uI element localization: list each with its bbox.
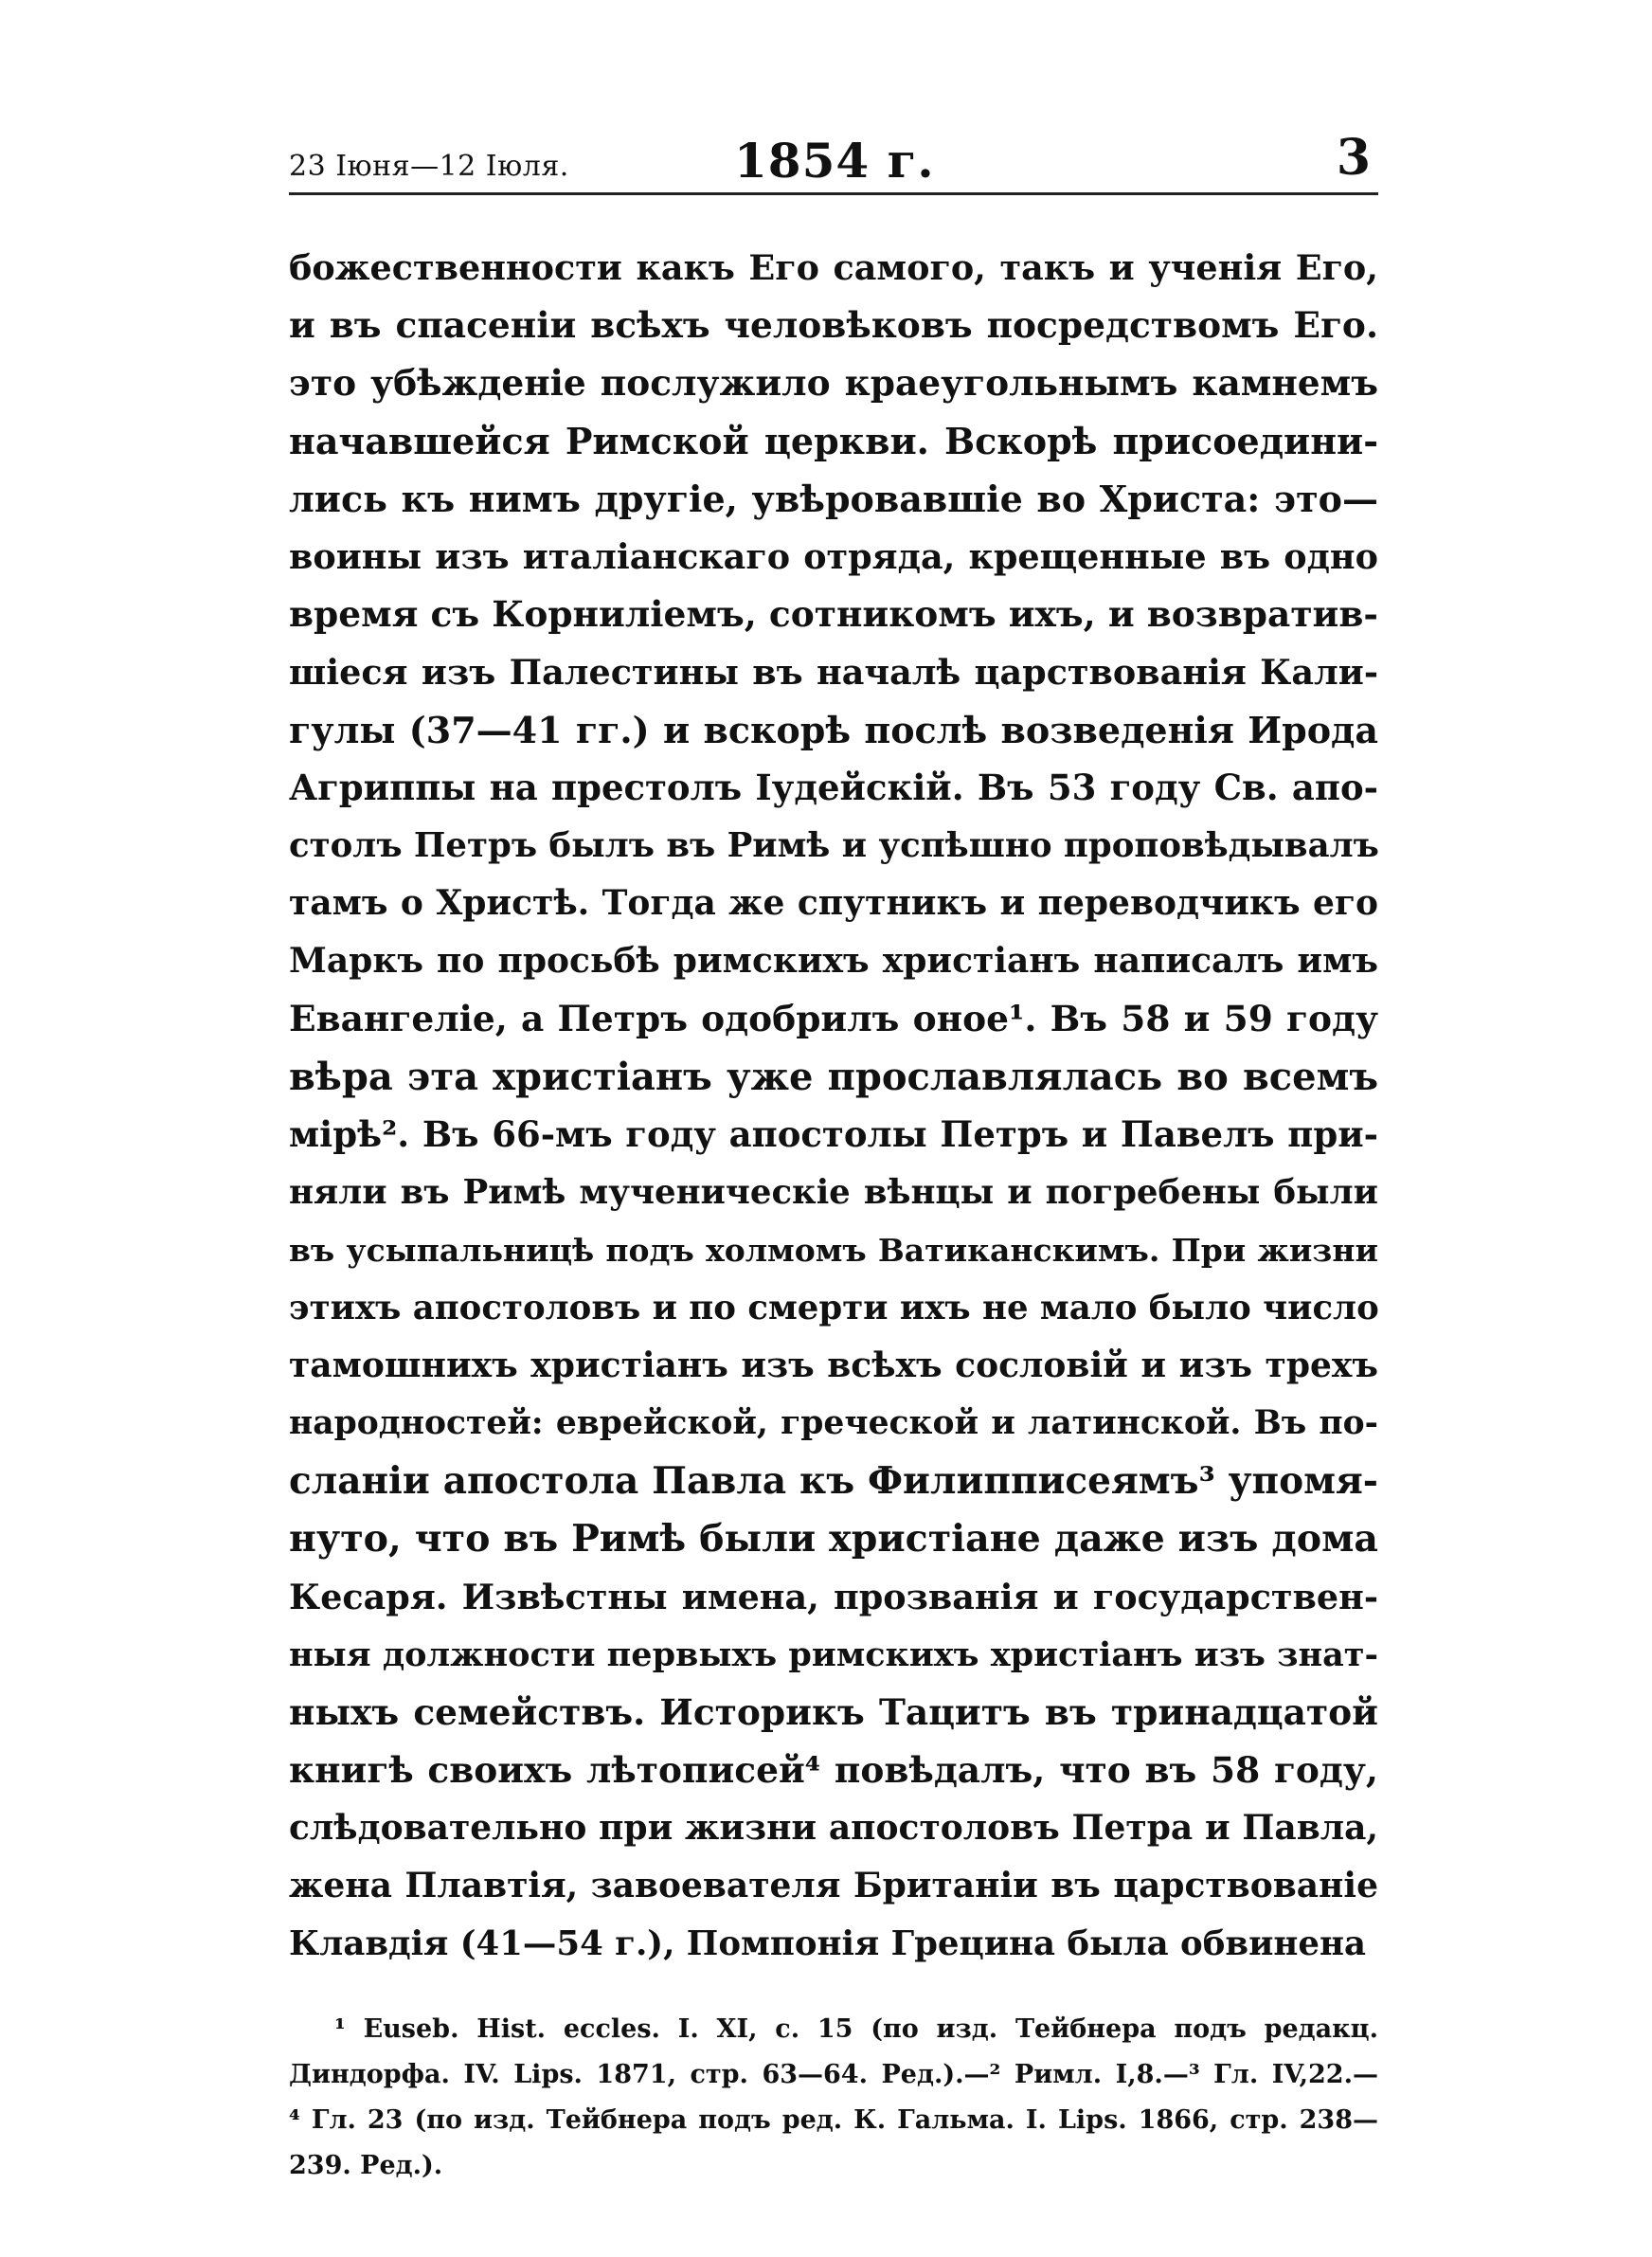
text-line: ныхъ семействъ. Историкъ Тацитъ въ тринадцатой	[289, 1691, 1378, 1733]
header-year: 1854 г.	[734, 133, 935, 189]
footnotes	[289, 2007, 1378, 2189]
text-line: Кесаря. Извѣстны имена, прозванія и государствен-	[289, 1577, 1378, 1617]
text-line: тамошнихъ христіанъ изъ всѣхъ сословій и изъ трехъ	[289, 1345, 1378, 1385]
text-line: сланіи апостола Павла къ Филипписеямъ³ упомя-	[289, 1459, 1378, 1503]
text-line: гулы (37—41 гг.) и вскорѣ послѣ возведенія Ирода	[289, 709, 1378, 751]
body-text	[289, 239, 1378, 1973]
footnote-line: 239. Ред.).	[289, 2151, 443, 2180]
text-line: начавшейся Римской церкви. Вскорѣ присоедини-	[289, 420, 1378, 462]
text-line: Клавдія (41—54 г.), Помпонія Грецина была обвинена	[289, 1924, 1366, 1963]
text-line: шіеся изъ Палестины въ началѣ царствованія Кали-	[289, 652, 1378, 693]
text-line: Маркъ по просьбѣ римскихъ христіанъ написалъ имъ	[289, 941, 1378, 981]
text-line: лись къ нимъ другіе, увѣровавшіе во Христа: это—	[289, 478, 1378, 520]
header-date-range: 23 Іюня—12 Іюля.	[289, 150, 569, 183]
text-line: мірѣ². Въ 66-мъ году апостолы Петръ и Павелъ при-	[289, 1113, 1378, 1155]
text-line: Евангеліе, а Петръ одобрилъ оное¹. Въ 58 и 59 году	[289, 998, 1378, 1039]
text-line: божественности какъ Его самого, такъ и ученія Его,	[289, 247, 1378, 288]
text-line: народностей: еврейской, греческой и латинской. Въ по-	[289, 1404, 1378, 1442]
text-line: воины изъ италіанскаго отряда, крещенные въ одно	[289, 536, 1378, 577]
text-line: этихъ апостоловъ и по смерти ихъ не мало было число	[289, 1289, 1379, 1327]
running-header	[289, 123, 1378, 190]
text-line: столъ Петръ былъ въ Римѣ и успѣшно проповѣдывалъ	[289, 826, 1379, 865]
text-line: въ усыпальницѣ подъ холмомъ Ватиканскимъ. При жизни	[289, 1232, 1378, 1269]
footnote-line: Диндорфа. IV. Lips. 1871, стр. 63—64. Ред.).—² Римл. I,8.—³ Гл. IV,22.—	[289, 2060, 1378, 2089]
text-line: и въ спасеніи всѣхъ человѣковъ посредствомъ Его.	[289, 304, 1378, 346]
text-line: няли въ Римѣ мученическіе вѣнцы и погребены были	[289, 1173, 1378, 1212]
footnote-line: ¹ Euseb. Hist. eccles. I. XI, c. 15 (по изд. Тейбнера подъ редакц.	[334, 2014, 1378, 2044]
text-line: Агриппы на престолъ Іудейскій. Въ 53 году Св. апо-	[289, 767, 1378, 808]
text-line: тамъ о Христѣ. Тогда же спутникъ и переводчикъ его	[289, 883, 1378, 923]
text-line: вѣра эта христіанъ уже прославлялась во всемъ	[289, 1055, 1378, 1099]
text-line: нуто, что въ Римѣ были христіане даже изъ дома	[289, 1517, 1378, 1561]
text-line: слѣдовательно при жизни апостоловъ Петра и Павла,	[289, 1808, 1378, 1848]
text-line: время съ Корниліемъ, сотникомъ ихъ, и возвратив-	[289, 593, 1378, 635]
text-line: ныя должности первыхъ римскихъ христіанъ изъ знат-	[289, 1635, 1378, 1674]
page-number: 3	[1336, 129, 1371, 187]
text-line: жена Плавтія, завоевателя Британіи въ царствованіе	[289, 1866, 1378, 1905]
text-line: книгѣ своихъ лѣтописей⁴ повѣдалъ, что въ 58 году,	[289, 1749, 1378, 1791]
header-rule	[289, 192, 1378, 195]
footnote-line: ⁴ Гл. 23 (по изд. Тейбнера подъ ред. К. Гальма. I. Lips. 1866, стр. 238—	[289, 2105, 1378, 2135]
text-line: это убѣжденіе послужило краеугольнымъ камнемъ	[289, 362, 1378, 404]
